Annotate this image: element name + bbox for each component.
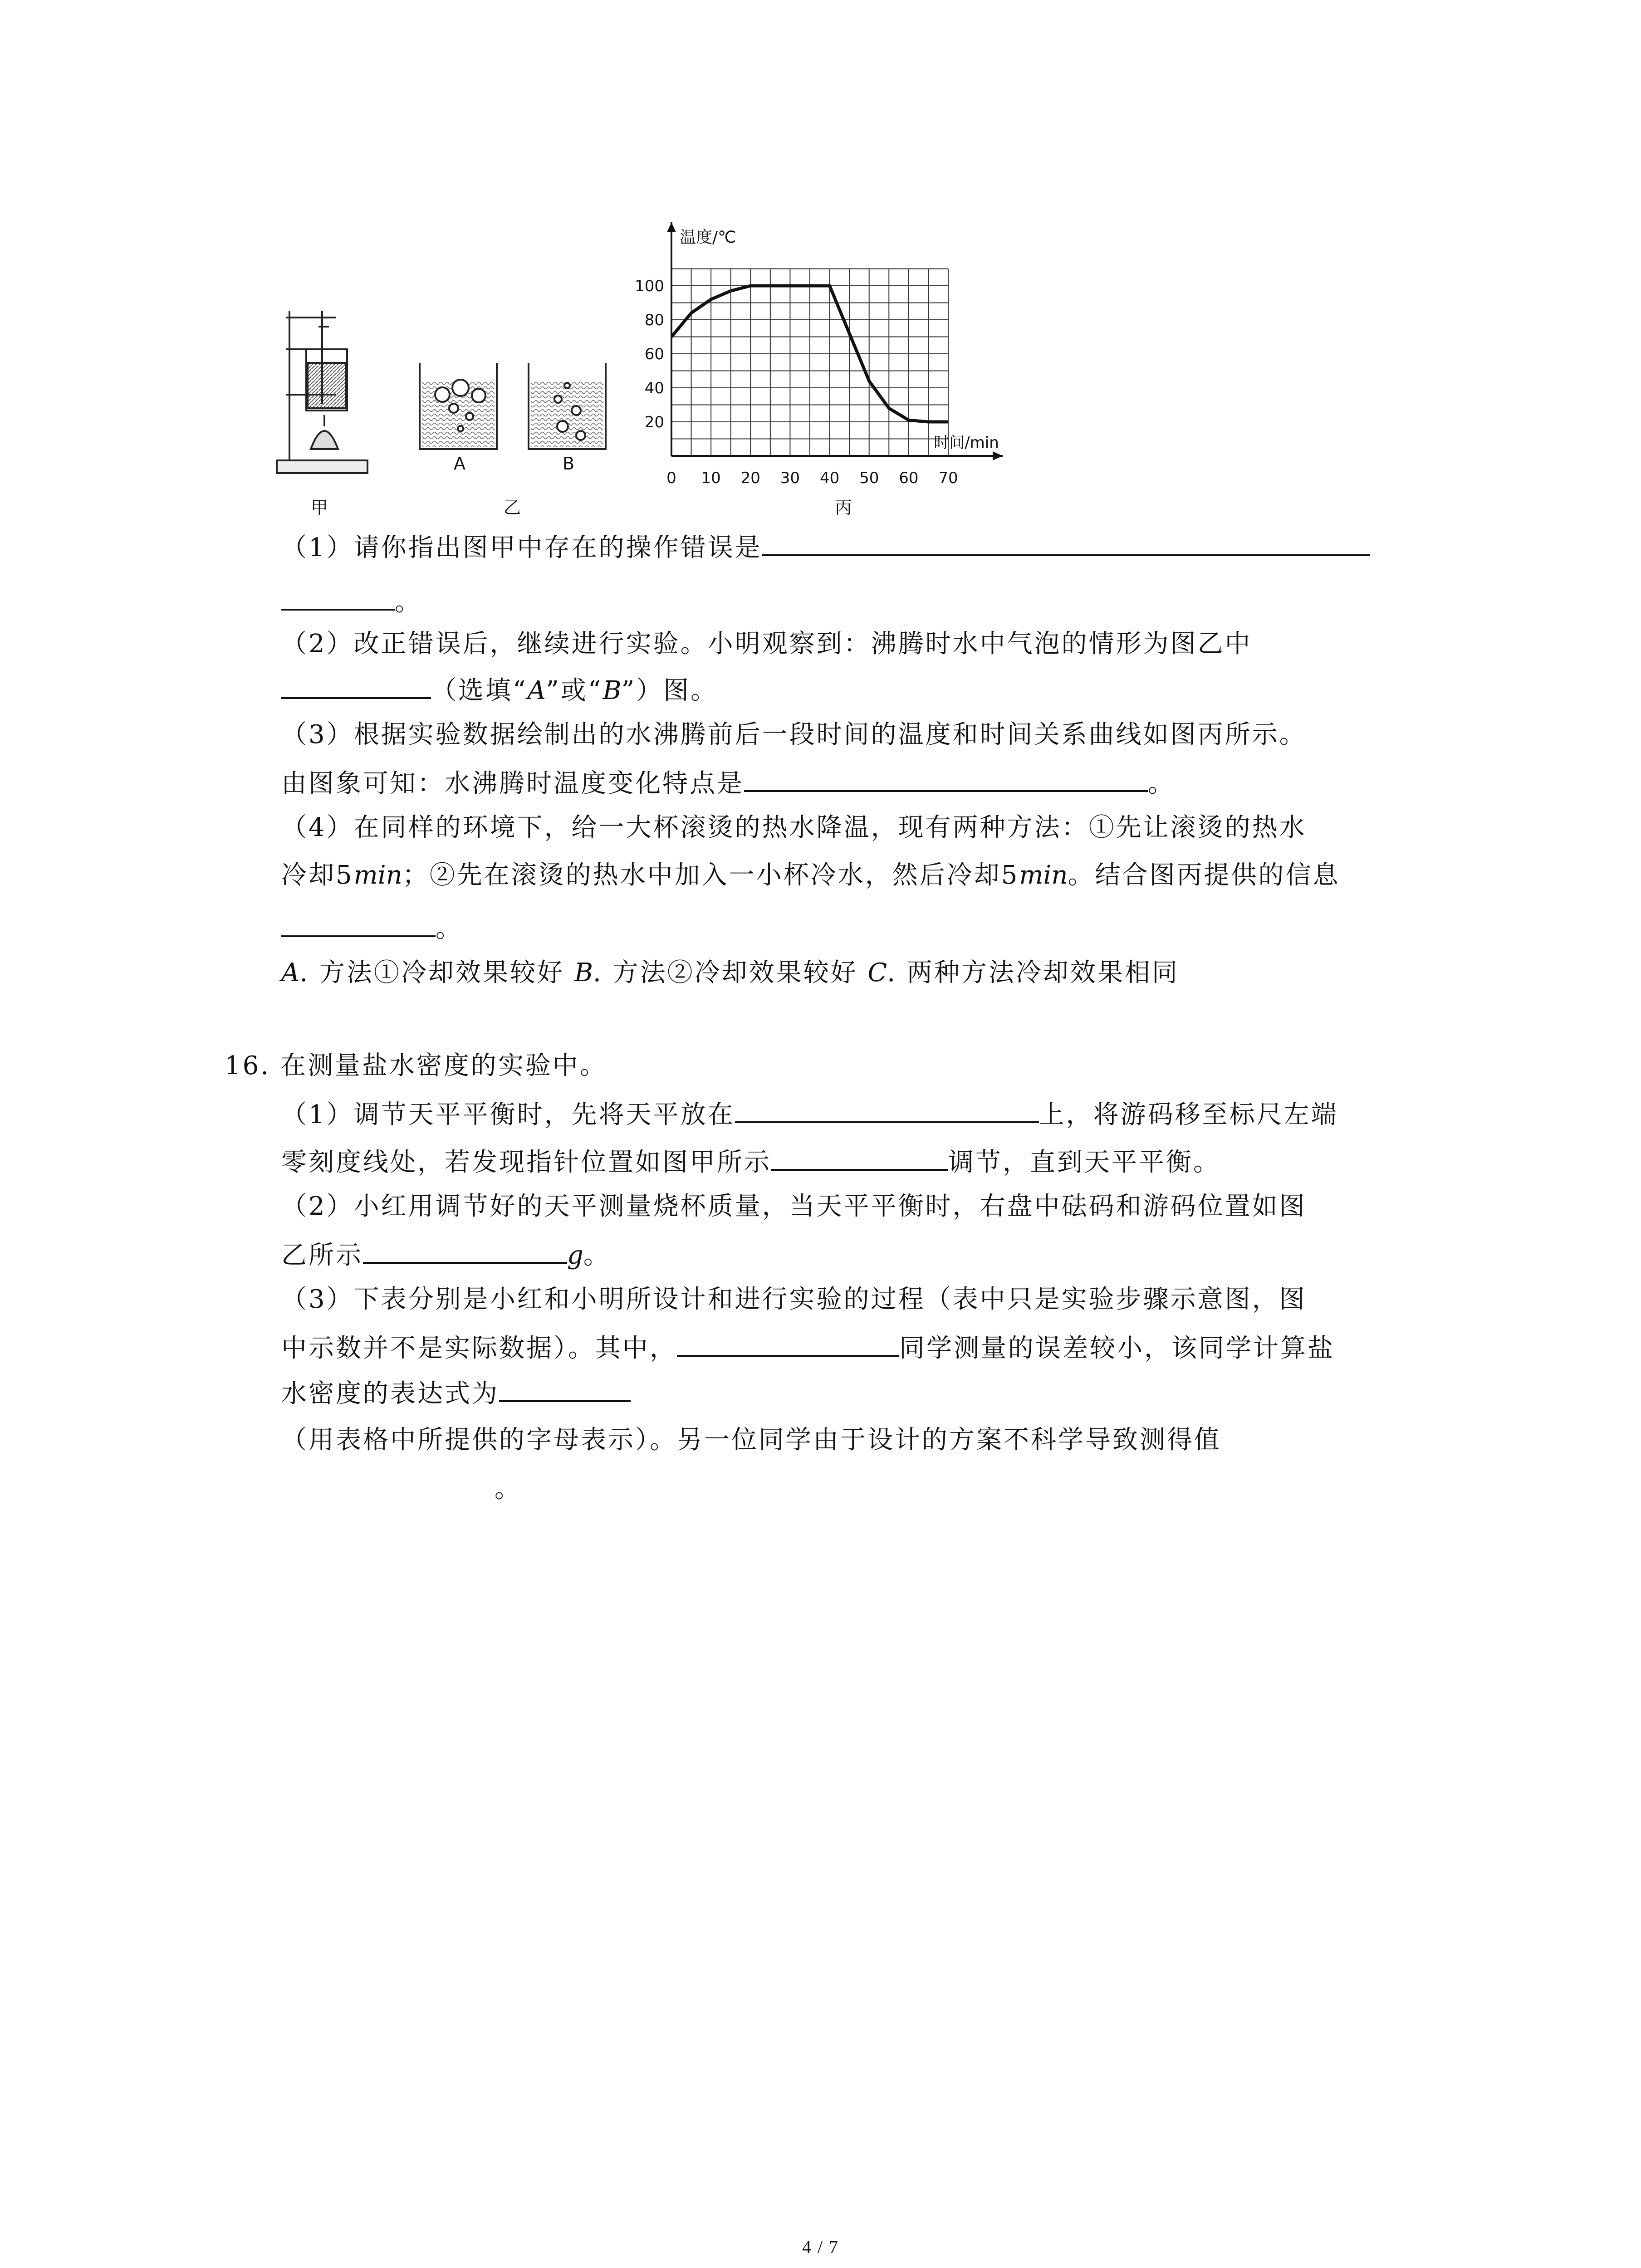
q15-p4-blank: 。 xyxy=(281,912,463,945)
answer-blank[interactable] xyxy=(281,674,431,699)
answer-blank[interactable] xyxy=(281,912,436,937)
x-tick-label: 10 xyxy=(701,469,721,487)
label-jia: 甲 xyxy=(311,498,328,518)
q16-p1-cont: 零刻度线处，若发现指针位置如图甲所示 调节，直到天平平衡。 xyxy=(281,1145,1220,1178)
q15-p3: （3）根据实验数据绘制出的水沸腾前后一段时间的温度和时间关系曲线如图丙所示。 xyxy=(281,720,1307,749)
answer-blank[interactable] xyxy=(762,531,1370,556)
label-beaker-b: B xyxy=(563,454,575,474)
q15-p4: （4）在同样的环境下，给一大杯滚烫的热水降温，现有两种方法：①先让滚烫的热水 xyxy=(281,813,1307,842)
x-axis-label: 时间/min xyxy=(934,434,999,452)
q15-p3-cont: 由图象可知：水沸腾时温度变化特点是 。 xyxy=(281,767,1175,800)
label-beaker-a: A xyxy=(454,454,465,474)
q16-p3-end: 。 xyxy=(281,1472,522,1505)
x-tick-label: 60 xyxy=(899,469,919,487)
q15-options: A. 方法①冷却效果较好 B. 方法②冷却效果较好 C. 两种方法冷却效果相同 xyxy=(281,958,1179,987)
figure-drawing xyxy=(268,213,1093,531)
label-yi: 乙 xyxy=(504,498,521,518)
x-axis-arrow xyxy=(993,451,1003,460)
q15-p4-cont: 冷却5min；②先在滚烫的热水中加入一小杯冷水，然后冷却5min。结合图丙提供的信息 xyxy=(281,860,1340,890)
answer-blank[interactable] xyxy=(363,1238,567,1264)
q16-p2-cont: 乙所示 g。 xyxy=(281,1238,611,1271)
answer-blank[interactable] xyxy=(735,1098,1039,1123)
q16-p3: （3）下表分别是小红和小明所设计和进行实验的过程（表中只是实验步骤示意图，图 xyxy=(281,1285,1307,1314)
beaker-a xyxy=(420,363,497,449)
y-axis-label: 温度/℃ xyxy=(680,228,736,247)
answer-blank[interactable] xyxy=(677,1331,899,1357)
answer-blank[interactable] xyxy=(281,1472,495,1497)
beaker-b xyxy=(529,363,606,449)
q16-p2: （2）小红用调节好的天平测量烧杯质量，当天平平衡时，右盘中砝码和游码位置如图 xyxy=(281,1192,1307,1221)
x-tick-label: 70 xyxy=(938,469,958,487)
q16-title: 16. 在测量盐水密度的实验中。 xyxy=(225,1051,607,1080)
q16-p1: （1）调节天平平衡时，先将天平放在 上，将游码移至标尺左端 xyxy=(281,1098,1338,1131)
q15-p1-cont: 。 xyxy=(281,585,422,618)
y-tick-label: 100 xyxy=(635,277,664,295)
x-tick-label: 0 xyxy=(666,469,676,487)
q15-p2: （2）改正错误后，继续进行实验。小明观察到：沸腾时水中气泡的情形为图乙中 xyxy=(281,629,1252,659)
answer-blank[interactable] xyxy=(281,585,395,611)
y-tick-label: 20 xyxy=(644,413,664,431)
temperature-time-chart xyxy=(635,222,1003,487)
experiment-figure xyxy=(268,213,1093,531)
q15-p1: （1）请你指出图甲中存在的操作错误是 xyxy=(281,531,1370,564)
answer-blank[interactable] xyxy=(744,767,1148,792)
label-bing: 丙 xyxy=(835,498,852,518)
y-tick-label: 80 xyxy=(644,311,664,329)
x-tick-label: 40 xyxy=(819,469,840,487)
y-tick-label: 60 xyxy=(644,345,664,363)
q15-p2-cont: （选填“A”或“B”）图。 xyxy=(281,674,718,707)
x-tick-label: 20 xyxy=(740,469,760,487)
answer-blank[interactable] xyxy=(771,1145,948,1171)
q16-p3-cont3: （用表格中所提供的字母表示）。另一位同学由于设计的方案不科学导致测得值 xyxy=(281,1425,1221,1455)
x-tick-label: 30 xyxy=(780,469,800,487)
y-tick-label: 40 xyxy=(644,379,664,397)
apparatus-jia xyxy=(277,311,367,473)
y-axis-arrow xyxy=(667,222,676,232)
answer-blank[interactable] xyxy=(499,1377,631,1402)
q16-p3-cont2: 水密度的表达式为 xyxy=(281,1377,631,1410)
x-tick-label: 50 xyxy=(859,469,879,487)
page-number: 4 / 7 xyxy=(802,2237,839,2257)
q16-p3-cont: 中示数并不是实际数据）。其中， 同学测量的误差较小，该同学计算盐 xyxy=(281,1331,1335,1364)
